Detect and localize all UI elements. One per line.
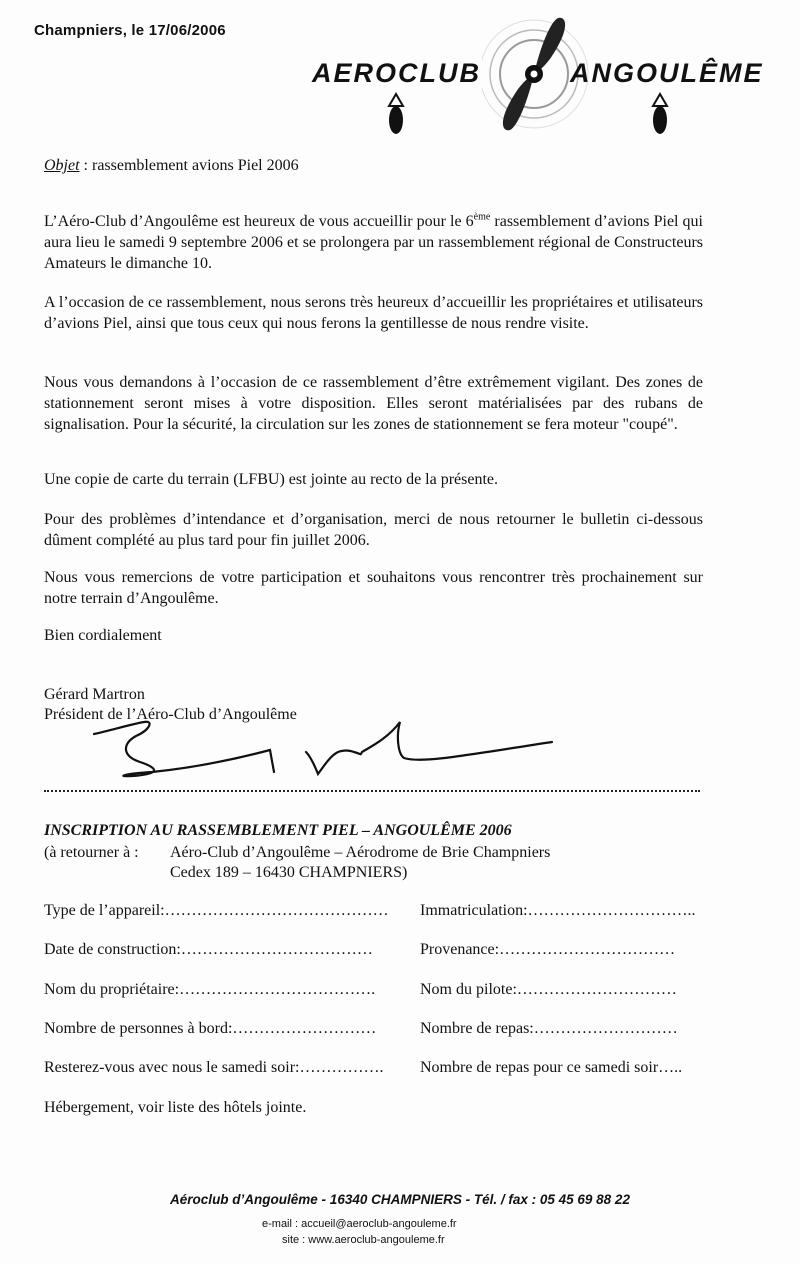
hotels-note: Hébergement, voir liste des hôtels jointe. [44,1099,307,1116]
construction-date-field[interactable]: Date de construction:……………………………… [44,941,373,958]
logo-text-angouleme: ANGOULÊME [570,58,764,88]
cut-line-separator [44,784,700,792]
persons-on-board-field[interactable]: Nombre de personnes à bord:……………………… [44,1020,377,1037]
paragraph-5: Pour des problèmes d’intendance et d’organisation, merci de nous retourner le bulletin ci-dessous dûment complété au plus tard pour fin juillet 2006. [44,511,703,549]
handwritten-signature [92,716,562,780]
paragraph-6: Nous vous remercions de votre participation et souhaitons vous rencontrer très prochainement sur notre terrain d’Angoulême. [44,569,703,607]
inscription-title: INSCRIPTION AU RASSEMBLEMENT PIEL – ANGOULÊME 2006 [44,822,512,839]
registration-field[interactable]: Immatriculation:………………………….. [420,902,696,919]
closing: Bien cordialement [44,627,162,644]
paragraph-4: Une copie de carte du terrain (LFBU) est jointe au recto de la présente. [44,471,499,488]
paragraph-3: Nous vous demandons à l’occasion de ce rassemblement d’être extrêmement vigilant. Des zones de stationnement seront mises à votre disposition. Elles seront matérialisées par des rubans de signalisation. Pour la sécurité, la circulation sur les zones de stationnement se fera moteur "coupé". [44,374,703,433]
footer-site: site : www.aeroclub-angouleme.fr [282,1234,445,1246]
paragraph-2: A l’occasion de ce rassemblement, nous serons très heureux d’accueillir les propriétaires et utilisateurs d’avions Piel, ainsi que tous ceux qui nous ferons la gentillesse de nous rendre visite. [44,294,703,332]
footer-email: e-mail : accueil@aeroclub-angouleme.fr [262,1218,457,1230]
subject-line [44,156,299,176]
footer-address: Aéroclub d’Angoulême - 16340 CHAMPNIERS - Tél. / fax : 05 45 69 88 22 [170,1192,630,1207]
subject-label: Objet [44,157,80,174]
aircraft-type-field[interactable]: Type de l’appareil:…………………………………… [44,902,389,919]
saturday-meals-field[interactable]: Nombre de repas pour ce samedi soir….. [420,1059,683,1076]
saturday-evening-field[interactable]: Resterez-vous avec nous le samedi soir:……………. [44,1059,384,1076]
owner-name-field[interactable]: Nom du propriétaire:………………………………. [44,981,376,998]
address-line-1: Aéro-Club d’Angoulême – Aérodrome de Brie Champniers [170,844,551,861]
paragraph-1 [44,211,703,274]
pilot-name-field[interactable]: Nom du pilote:………………………… [420,981,677,998]
logo-text-aeroclub: AEROCLUB [312,58,481,88]
signer-title: Président de l’Aéro-Club d’Angoulême [44,706,297,723]
paragraph-1-end: rassemblement d’avions Piel qui aura lieu le samedi 9 septembre 2006 et se prolongera par un rassemblement régional de Constructeurs Amateurs le dimanche 10. [44,213,704,272]
ordinal-superscript: ème [473,211,491,223]
return-label: (à retourner à : [44,844,139,861]
meals-count-field[interactable]: Nombre de repas:……………………… [420,1020,678,1037]
plane-nose-icon [386,92,406,136]
paragraph-1-start: L’Aéro-Club d’Angoulême est heureux de vous accueillir pour le 6 [44,213,474,230]
plane-nose-icon [650,92,670,136]
address-line-2: Cedex 189 – 16430 CHAMPNIERS) [170,864,408,881]
subject-text: : rassemblement avions Piel 2006 [79,157,299,174]
dateline: Champniers, le 17/06/2006 [34,22,226,39]
signer-name: Gérard Martron [44,686,145,703]
origin-field[interactable]: Provenance:…………………………… [420,941,676,958]
